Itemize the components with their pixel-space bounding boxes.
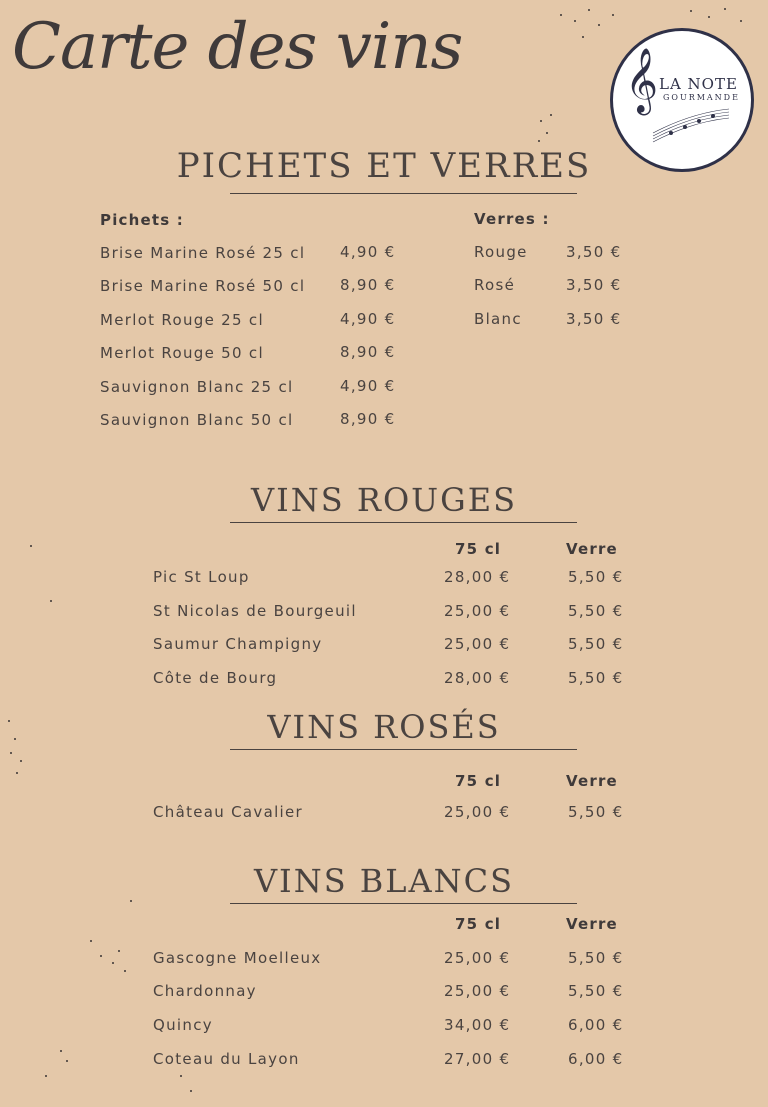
wine-name: Saumur Champigny xyxy=(153,635,323,653)
pichet-price: 4,90 € xyxy=(340,243,396,261)
divider xyxy=(230,903,577,904)
treble-clef-icon: 𝄞 xyxy=(625,48,659,113)
verre-price: 3,50 € xyxy=(566,243,622,261)
wine-glass-price: 5,50 € xyxy=(568,982,624,1000)
wine-name: St Nicolas de Bourgeuil xyxy=(153,602,357,620)
pichet-name: Brise Marine Rosé 50 cl xyxy=(100,277,306,295)
wine-bottle-price: 28,00 € xyxy=(444,568,511,586)
pichet-price: 8,90 € xyxy=(340,410,396,428)
col-glass-header: Verre xyxy=(566,915,618,933)
pichets-label: Pichets : xyxy=(100,211,184,229)
section-title-rouges: VINS ROUGES xyxy=(251,481,517,519)
pichet-name: Sauvignon Blanc 25 cl xyxy=(100,378,294,396)
col-bottle-header: 75 cl xyxy=(455,540,502,558)
music-staff-icon xyxy=(651,103,731,143)
logo-name: LA NOTE xyxy=(659,75,738,93)
verres-label: Verres : xyxy=(474,210,550,228)
col-bottle-header: 75 cl xyxy=(455,915,502,933)
menu-title: Carte des vins xyxy=(12,10,463,84)
divider xyxy=(230,749,577,750)
wine-glass-price: 5,50 € xyxy=(568,635,624,653)
divider xyxy=(230,522,577,523)
col-bottle-header: 75 cl xyxy=(455,772,502,790)
wine-name: Pic St Loup xyxy=(153,568,250,586)
verre-name: Rouge xyxy=(474,243,528,261)
wine-bottle-price: 25,00 € xyxy=(444,635,511,653)
pichet-name: Brise Marine Rosé 25 cl xyxy=(100,244,306,262)
wine-bottle-price: 27,00 € xyxy=(444,1050,511,1068)
wine-glass-price: 6,00 € xyxy=(568,1016,624,1034)
wine-bottle-price: 25,00 € xyxy=(444,803,511,821)
wine-bottle-price: 34,00 € xyxy=(444,1016,511,1034)
pichet-price: 4,90 € xyxy=(340,377,396,395)
wine-glass-price: 5,50 € xyxy=(568,602,624,620)
pichet-price: 8,90 € xyxy=(340,343,396,361)
col-glass-header: Verre xyxy=(566,772,618,790)
wine-glass-price: 5,50 € xyxy=(568,568,624,586)
wine-name: Coteau du Layon xyxy=(153,1050,300,1068)
wine-glass-price: 5,50 € xyxy=(568,949,624,967)
wine-bottle-price: 28,00 € xyxy=(444,669,511,687)
verre-name: Blanc xyxy=(474,310,522,328)
wine-name: Château Cavalier xyxy=(153,803,304,821)
pichet-price: 4,90 € xyxy=(340,310,396,328)
wine-bottle-price: 25,00 € xyxy=(444,949,511,967)
wine-bottle-price: 25,00 € xyxy=(444,602,511,620)
section-title-roses: VINS ROSÉS xyxy=(267,708,501,746)
section-title-blancs: VINS BLANCS xyxy=(253,862,515,900)
wine-glass-price: 5,50 € xyxy=(568,669,624,687)
divider xyxy=(230,193,577,194)
wine-glass-price: 6,00 € xyxy=(568,1050,624,1068)
pichet-name: Merlot Rouge 50 cl xyxy=(100,344,264,362)
wine-bottle-price: 25,00 € xyxy=(444,982,511,1000)
verre-name: Rosé xyxy=(474,276,516,294)
pichet-name: Merlot Rouge 25 cl xyxy=(100,311,264,329)
wine-name: Quincy xyxy=(153,1016,213,1034)
pichet-price: 8,90 € xyxy=(340,276,396,294)
col-glass-header: Verre xyxy=(566,540,618,558)
wine-glass-price: 5,50 € xyxy=(568,803,624,821)
section-title-pichets-verres: PICHETS ET VERRES xyxy=(176,146,592,186)
logo-subtitle: GOURMANDE xyxy=(663,93,740,102)
wine-name: Chardonnay xyxy=(153,982,257,1000)
wine-name: Côte de Bourg xyxy=(153,669,278,687)
verre-price: 3,50 € xyxy=(566,276,622,294)
wine-name: Gascogne Moelleux xyxy=(153,949,322,967)
pichet-name: Sauvignon Blanc 50 cl xyxy=(100,411,294,429)
verre-price: 3,50 € xyxy=(566,310,622,328)
